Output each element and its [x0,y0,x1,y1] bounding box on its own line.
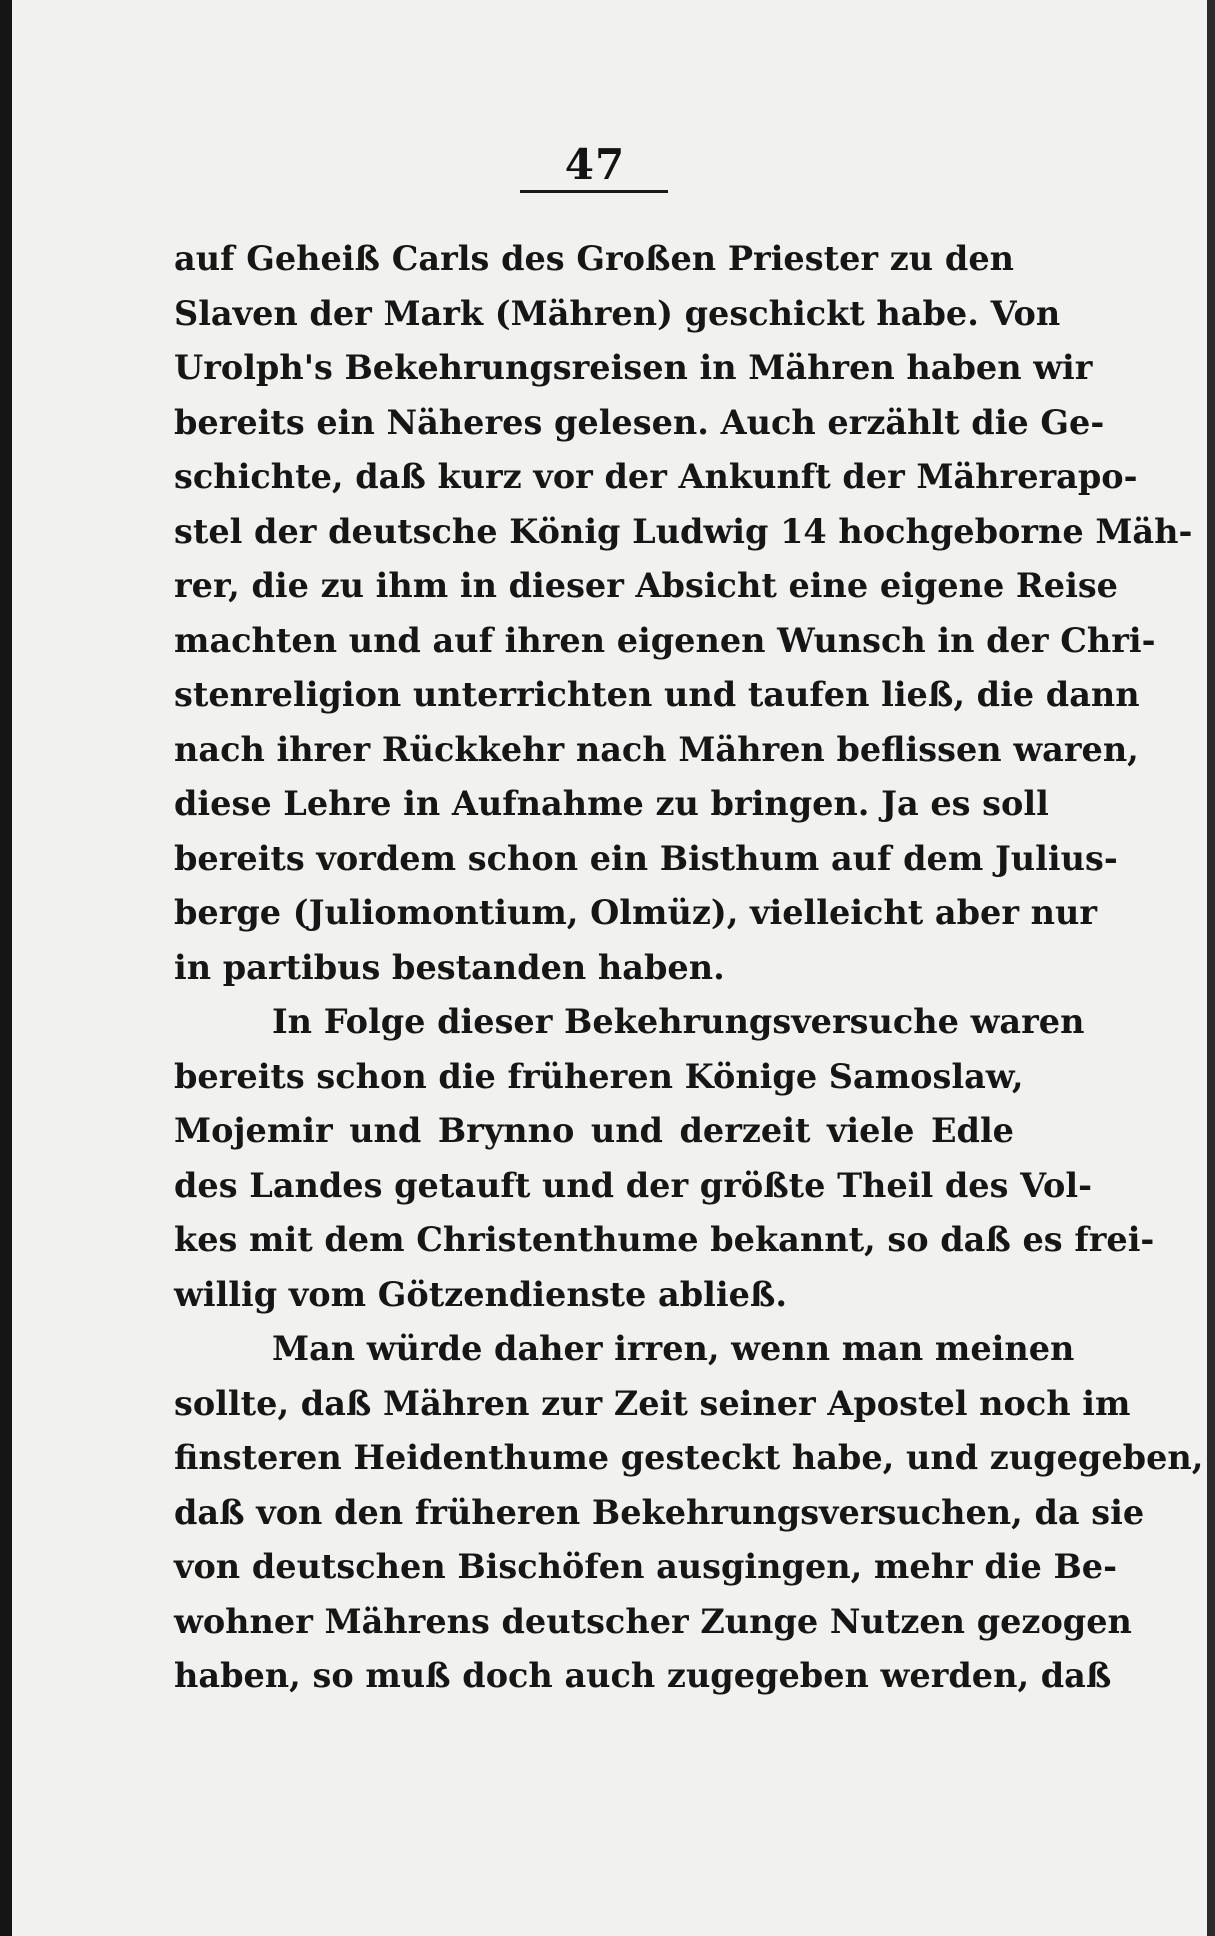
text-line: In Folge dieser Bekehrungsversuche waren [272,1002,1085,1041]
scan-edge-left [0,0,12,1936]
page-number: 47 [564,140,626,189]
text-line: stenreligion unterrichten und taufen ließ, die dann [174,675,1140,714]
text-line: bereits vordem schon ein Bisthum auf dem Julius- [174,838,1118,878]
text-line: in partibus bestanden haben. [174,947,725,987]
text-line: Urolph's Bekehrungsreisen in Mähren haben wir [174,348,1093,387]
body-text [174,232,1204,1704]
text-line: des Landes getauft und der größte Theil des Vol- [174,1165,1092,1205]
text-line: von deutschen Bischöfen ausgingen, mehr die Be- [174,1547,1118,1586]
text-line: kes mit dem Christenthume bekannt, so daß es frei- [174,1220,1155,1259]
text-line: willig vom Götzendienste abließ. [174,1274,788,1314]
text-line: machten und auf ihren eigenen Wunsch in der Chri- [174,620,1156,660]
text-line: Man würde daher irren, wenn man meinen [272,1329,1075,1368]
text-line: Slaven der Mark (Mähren) geschickt habe. Von [174,293,1061,333]
text-line: haben, so muß doch auch zugegeben werden, daß [174,1656,1112,1695]
scan-edge-right [1207,0,1215,1936]
text-line: finsteren Heidenthume gesteckt habe, und zugegeben, [174,1438,1204,1477]
text-line: berge (Juliomontium, Olmüz), vielleicht aber nur [174,893,1098,932]
text-line: diese Lehre in Aufnahme zu bringen. Ja es soll [174,784,1049,823]
text-line: schichte, daß kurz vor der Ankunft der Mährerapo- [174,457,1138,496]
text-line: daß von den früheren Bekehrungsversuchen, da sie [174,1492,1145,1532]
text-line: auf Geheiß Carls des Großen Priester zu den [174,239,1014,278]
text-line: bereits ein Näheres gelesen. Auch erzählt die Ge- [174,402,1105,442]
text-line: sollte, daß Mähren zur Zeit seiner Apostel noch im [174,1383,1131,1423]
text-line: Mojemir und Brynno und derzeit viele Edle [174,1111,1014,1150]
text-line: wohner Mährens deutscher Zunge Nutzen gezogen [174,1601,1132,1641]
text-line: nach ihrer Rückkehr nach Mähren beflissen waren, [174,729,1139,769]
text-line: stel der deutsche König Ludwig 14 hochgeborne Mäh- [174,511,1193,551]
text-line: bereits schon die früheren Könige Samoslaw, [174,1056,1024,1096]
page-number-rule [520,190,668,193]
text-line: rer, die zu ihm in dieser Absicht eine eigene Reise [174,566,1118,605]
